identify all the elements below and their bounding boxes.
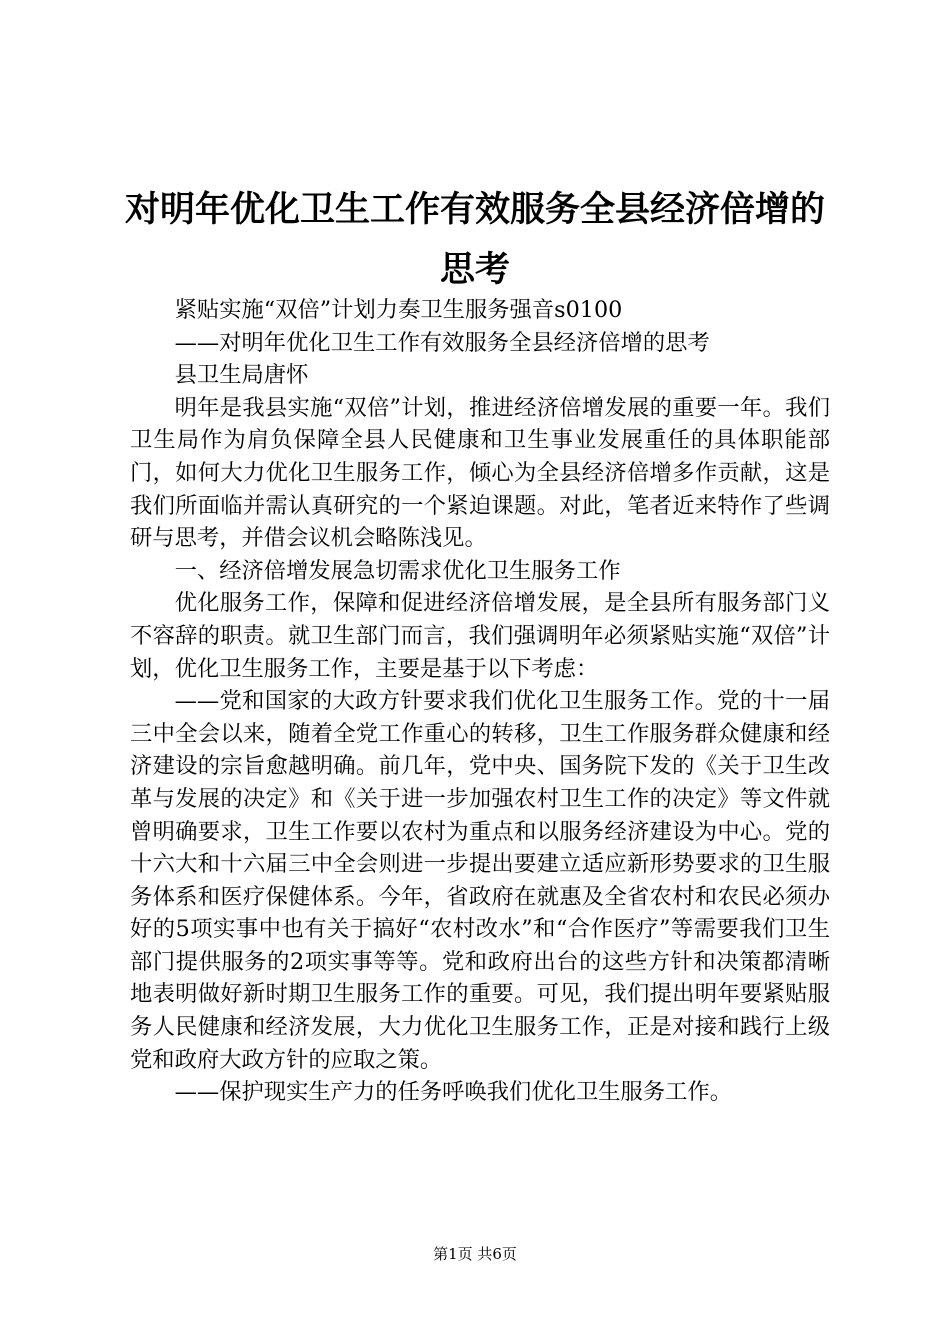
author-line: 县卫生局唐怀 (174, 362, 309, 389)
document-title-line-2: 思考 (439, 250, 510, 290)
subtitle-dash-line: ——对明年优化卫生工作有效服务全县经济倍增的思考 (174, 329, 710, 356)
page-number-footer: 第1页 共6页 (433, 1245, 517, 1263)
document-body (130, 294, 830, 1109)
body-paragraph: 优化服务工作，保障和促进经济倍增发展，是全县所有服务部门义不容辞的职责。就卫生部门而言，我们强调明年必须紧贴实施“双倍”计划，优化卫生服务工作，主要是基于以下考虑： (130, 590, 830, 682)
body-paragraph: ——保护现实生产力的任务呼唤我们优化卫生服务工作。 (174, 1079, 733, 1106)
subtitle: 紧贴实施“双倍”计划力奏卫生服务强音s0100 (174, 297, 623, 323)
document-title-line-1: 对明年优化卫生工作有效服务全县经济倍增的 (124, 190, 825, 230)
body-paragraph: ——党和国家的大政方针要求我们优化卫生服务工作。党的十一届三中全会以来，随着全党工作重心的转移，卫生工作服务群众健康和经济建设的宗旨愈越明确。前几年，党中央、国务院下发的《关于卫生改革与发展的决定》和《关于进一步加强农村卫生工作的决定》等文件就曾明确要求，卫生工作要以农村为重点和以服务经济建设为中心。党的十六大和十六届三中全会则进一步提出要建立适应新形势要求的卫生服务体系和医疗保健体系。今年，省政府在就惠及全省农村和农民必须办好的5项实事中也有关于搞好“农村改水”和“合作医疗”等需要我们卫生部门提供服务的2项实事等等。党和政府出台的这些方针和决策都清晰地表明做好新时期卫生服务工作的重要。可见，我们提出明年要紧贴服务人民健康和经济发展，大力优化卫生服务工作，正是对接和践行上级党和政府大政方针的应取之策。 (130, 688, 830, 1073)
body-paragraph: 明年是我县实施“双倍”计划，推进经济倍增发展的重要一年。我们卫生局作为肩负保障全县人民健康和卫生事业发展重任的具体职能部门，如何大力优化卫生服务工作，倾心为全县经济倍增多作贡献，这是我们所面临并需认真研究的一个紧迫课题。对此，笔者近来特作了些调研与思考，并借会议机会略陈浅见。 (130, 394, 830, 552)
section-heading: 一、经济倍增发展急切需求优化卫生服务工作 (174, 557, 621, 584)
